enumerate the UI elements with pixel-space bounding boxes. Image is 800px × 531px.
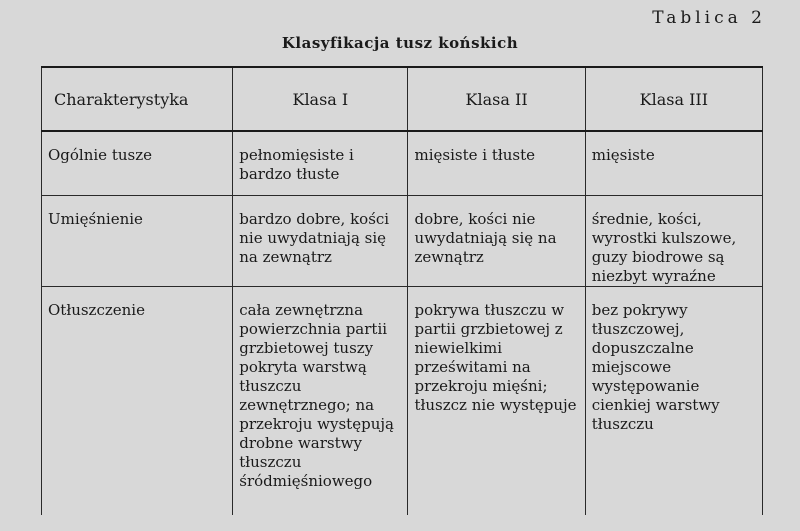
table-row <box>42 196 763 287</box>
row-label-ogolnie: Ogólnie tusze <box>42 131 233 196</box>
cell-otluszczenie-k1: cała zewnętrzna powierzchnia partii grzbietowej tuszy pokryta warstwą tłuszczu zewnętrznego; na przekroju występują drobne warstwy tłuszczu śródmięśniowego <box>233 287 408 516</box>
cell-ogolnie-k1: pełnomięsiste i bardzo tłuste <box>233 131 408 196</box>
cell-otluszczenie-k2: pokrywa tłuszczu w partii grzbietowej z niewielkimi prześwitami na przekroju mięśni; tłuszcz nie występuje <box>408 287 585 516</box>
table-number-label: Tablica 2 <box>652 8 766 28</box>
row-label-umiesnienie: Umięśnienie <box>42 196 233 287</box>
cell-otluszczenie-k3: bez pokrywy tłuszczowej, dopuszczalne miejscowe występowanie cienkiej warstwy tłuszczu <box>585 287 762 516</box>
cell-umiesnienie-k3: średnie, kości, wyrostki kulszowe, guzy biodrowe są niezbyt wyraźne <box>585 196 762 287</box>
page-title: Klasyfikacja tusz końskich <box>281 34 519 52</box>
table-header-row <box>42 67 763 131</box>
header-klasa-2: Klasa II <box>408 67 585 131</box>
header-klasa-3: Klasa III <box>585 67 762 131</box>
cell-ogolnie-k2: mięsiste i tłuste <box>408 131 585 196</box>
table-row <box>42 131 763 196</box>
header-klasa-1: Klasa I <box>233 67 408 131</box>
classification-table <box>41 66 763 515</box>
table-row <box>42 287 763 516</box>
header-charakterystyka: Charakterystyka <box>42 67 233 131</box>
cell-umiesnienie-k2: dobre, kości nie uwydatniają się na zewnątrz <box>408 196 585 287</box>
cell-ogolnie-k3: mięsiste <box>585 131 762 196</box>
cell-umiesnienie-k1: bardzo dobre, kości nie uwydatniają się na zewnątrz <box>233 196 408 287</box>
row-label-otluszczenie: Otłuszczenie <box>42 287 233 516</box>
